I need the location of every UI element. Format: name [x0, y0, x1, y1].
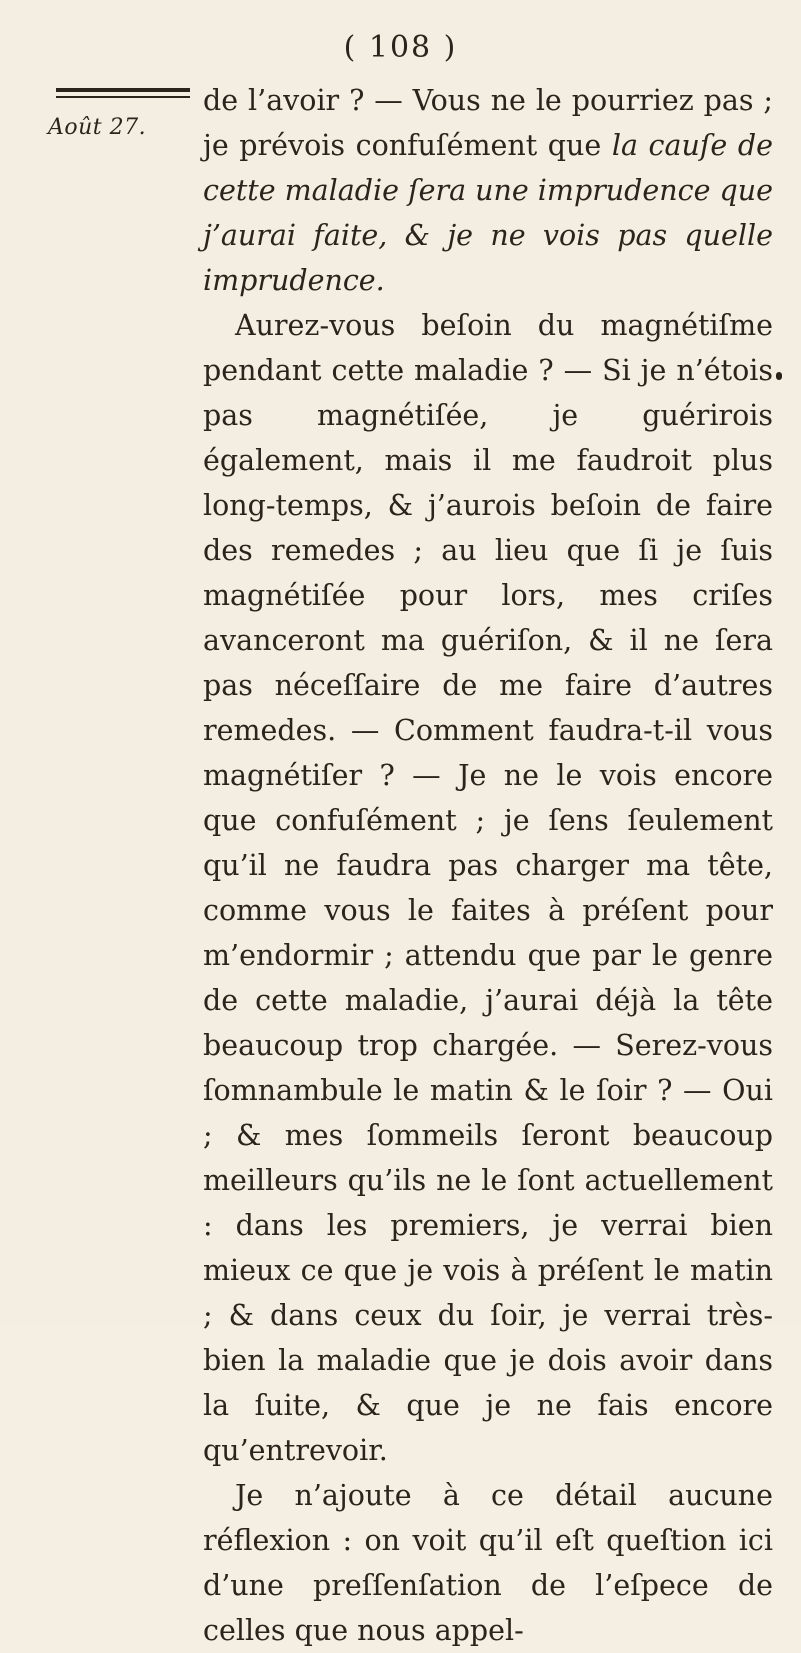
header-rule: [56, 88, 190, 98]
paragraph-1-italic: la cauſe de cette maladie ſera une imprudence que j’aurai faite, & je ne vois pas quelle imprudence.: [203, 129, 774, 297]
paragraph-3: Je n’ajoute à ce détail aucune réflexion : on voit qu’il eſt queſtion ici d’une preſſenſation de l’eſpece de celles que nous appel-: [203, 1479, 773, 1647]
margin-date-note: Août 27.: [48, 115, 147, 140]
paragraph-1: [203, 78, 773, 303]
paragraph-1-roman: de l’avoir ? — Vous ne le pourriez pas ; je prévois confuſément que: [203, 84, 773, 162]
page-number: ( 108 ): [343, 30, 458, 65]
ink-mark: [776, 372, 782, 380]
paragraph-2: Aurez-vous beſoin du magnétiſme pendant cette maladie ? — Si je n’étois pas magnétiſée, je guérirois également, mais il me faudroit plus long-temps, & j’aurois beſoin de faire des remedes ; au lieu que ſi je ſuis magnétiſée pour lors, mes criſes avanceront ma guériſon, & il ne ſera pas néceſſaire de me faire d’autres remedes. — Comment faudra-t-il vous magnétiſer ? — Je ne le vois encore que confuſément ; je ſens ſeulement qu’il ne faudra pas charger ma tête, comme vous le faites à préſent pour m’endormir ; attendu que par le genre de cette maladie, j’aurai déjà la tête beaucoup trop chargée. — Serez-vous ſomnambule le matin & le ſoir ? — Oui ; & mes ſommeils ſeront beaucoup meilleurs qu’ils ne le ſont actuellement : dans les premiers, je verrai bien mieux ce que je vois à préſent le matin ; & dans ceux du ſoir, je verrai très-bien la maladie que je dois avoir dans la ſuite, & que je ne fais encore qu’entrevoir.: [203, 309, 773, 1467]
body-text: [203, 78, 773, 1653]
